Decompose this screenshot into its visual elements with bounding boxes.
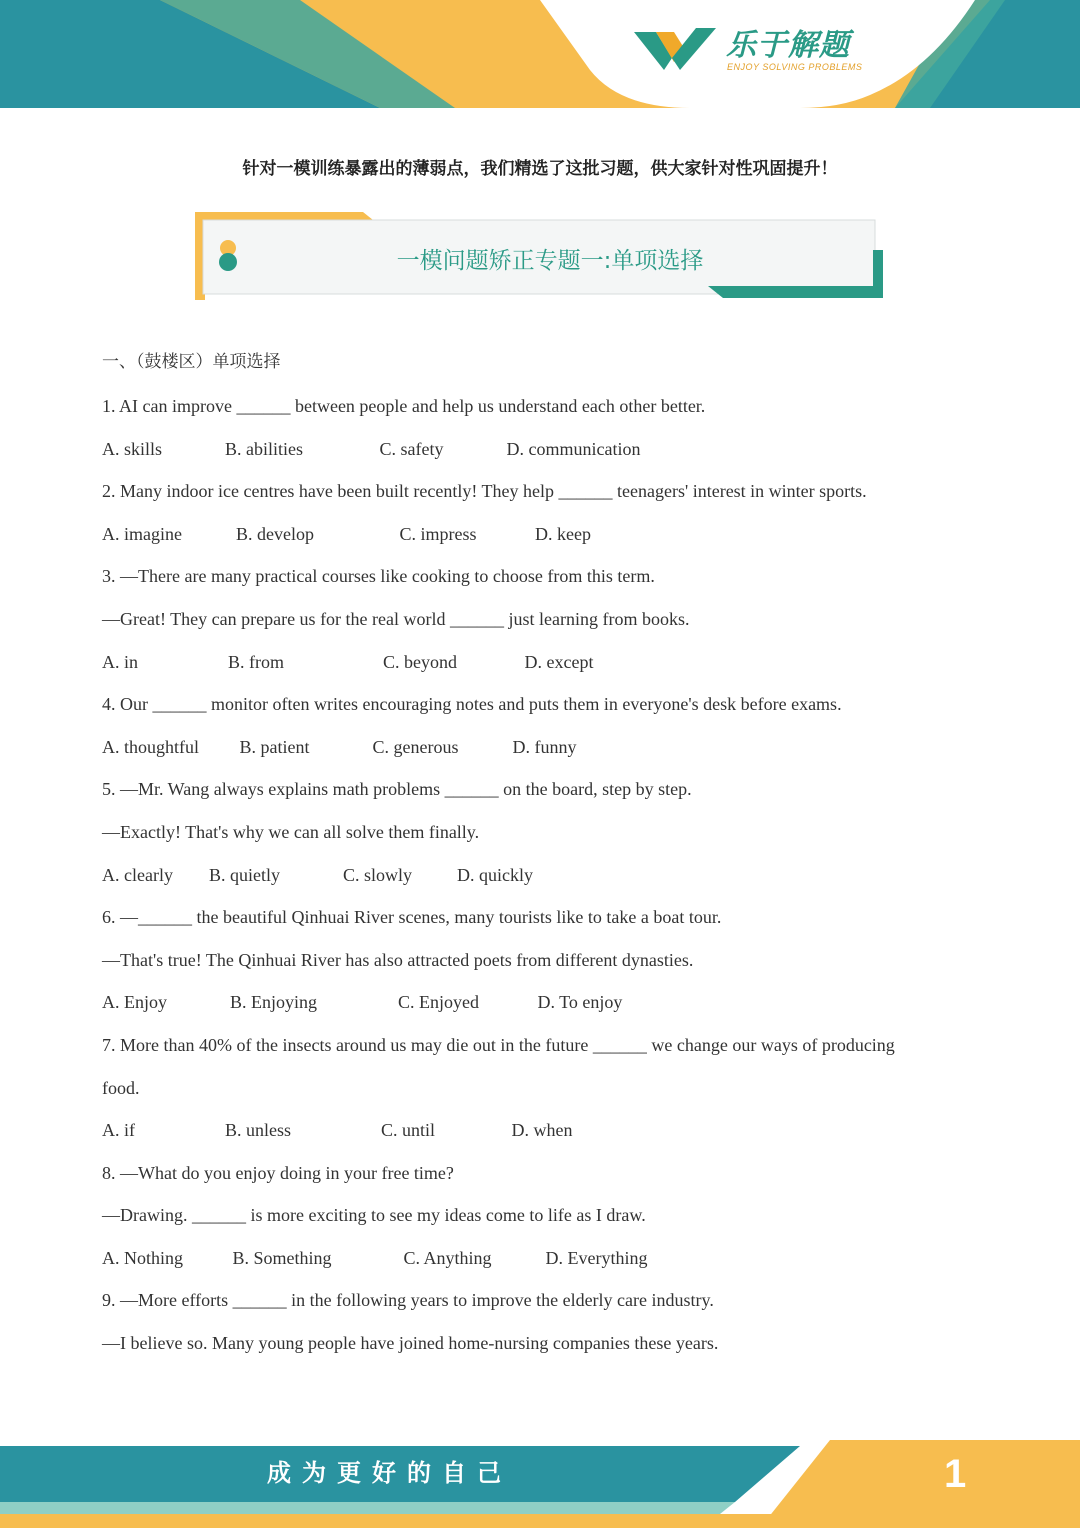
question-line: 3. —There are many practical courses like cooking to choose from this term. bbox=[102, 566, 655, 587]
question-line: —That's true! The Qinhuai River has also attracted poets from different dynasties. bbox=[102, 949, 694, 970]
footer-slogan: 成为更好的自己 bbox=[267, 1459, 512, 1487]
options-line: A. skills B. abilities C. safety D. communication bbox=[102, 438, 641, 459]
question-line: 9. —More efforts ______ in the following years to improve the elderly care industry. bbox=[102, 1290, 714, 1311]
options-line: A. clearly B. quietly C. slowly D. quickly bbox=[102, 864, 533, 885]
w-check-logo-icon bbox=[634, 26, 716, 70]
footer-decoration bbox=[0, 1440, 1080, 1528]
brand-tagline: ENJOY SOLVING PROBLEMS bbox=[727, 62, 863, 72]
options-line: A. if B. unless C. until D. when bbox=[102, 1120, 573, 1141]
question-line: 4. Our ______ monitor often writes encouraging notes and puts them in everyone's desk before exams. bbox=[102, 694, 842, 715]
options-line: A. thoughtful B. patient C. generous D. funny bbox=[102, 736, 577, 757]
question-line: food. bbox=[102, 1077, 140, 1098]
page-number: 1 bbox=[944, 1452, 967, 1496]
question-line: 6. —______ the beautiful Qinhuai River scenes, many tourists like to take a boat tour. bbox=[102, 907, 722, 928]
options-line: A. in B. from C. beyond D. except bbox=[102, 651, 594, 672]
question-line: 5. —Mr. Wang always explains math problems ______ on the board, step by step. bbox=[102, 779, 692, 800]
question-list bbox=[102, 385, 962, 1365]
banner-title: 一模问题矫正专题一:单项选择 bbox=[396, 248, 704, 274]
question-line: 2. Many indoor ice centres have been built recently! They help ______ teenagers' interest in winter sports. bbox=[102, 481, 867, 502]
page-header bbox=[0, 0, 1080, 112]
section-heading: 一、（鼓楼区）单项选择 bbox=[102, 352, 281, 372]
options-line: A. Enjoy B. Enjoying C. Enjoyed D. To enjoy bbox=[102, 992, 623, 1013]
question-line: —Drawing. ______ is more exciting to see my ideas come to life as I draw. bbox=[102, 1205, 646, 1226]
brand-name: 乐于解题 bbox=[726, 29, 850, 62]
question-line: 8. —What do you enjoy doing in your free time? bbox=[102, 1162, 454, 1183]
question-line: —I believe so. Many young people have joined home-nursing companies these years. bbox=[102, 1333, 719, 1354]
question-line: —Exactly! That's why we can all solve them finally. bbox=[102, 821, 480, 842]
question-line: —Great! They can prepare us for the real world ______ just learning from books. bbox=[102, 608, 690, 629]
intro-text: 针对一模训练暴露出的薄弱点，我们精选了这批习题，供大家针对性巩固提升！ bbox=[242, 159, 838, 179]
header-decoration bbox=[0, 0, 1080, 112]
question-line: 1. AI can improve ______ between people and help us understand each other better. bbox=[102, 396, 706, 416]
options-line: A. Nothing B. Something C. Anything D. Everything bbox=[102, 1247, 648, 1268]
options-line: A. imagine B. develop C. impress D. keep bbox=[102, 523, 591, 544]
question-line: 7. More than 40% of the insects around us may die out in the future ______ we change our ways of producing bbox=[102, 1034, 895, 1055]
page-footer bbox=[0, 1440, 1080, 1528]
